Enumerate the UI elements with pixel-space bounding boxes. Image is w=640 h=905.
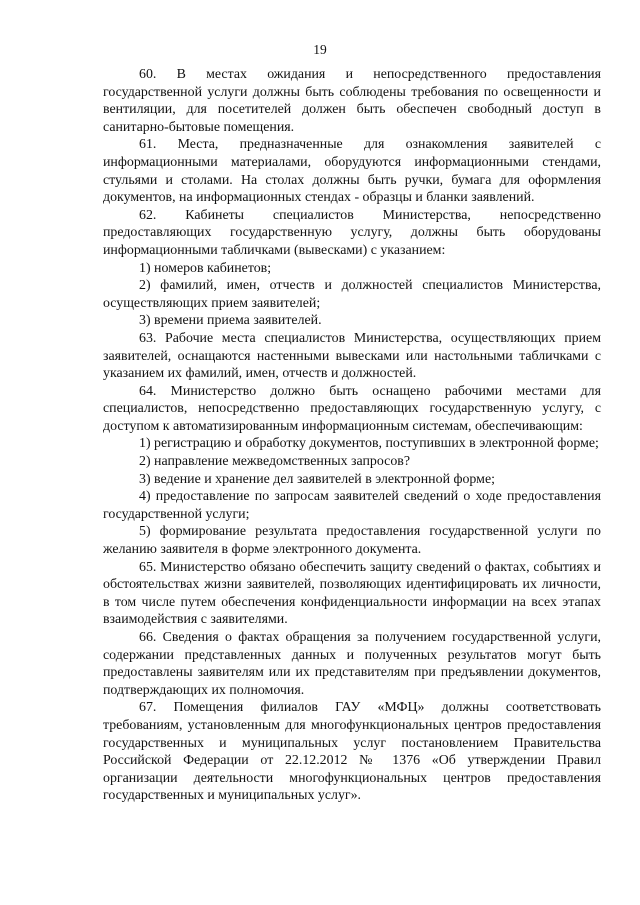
- paragraph-64: 64. Министерство должно быть оснащено рабочими местами для специалистов, непосредственно предоставляющих государственную услугу, с доступом к автоматизированным информационным системам, обеспечивающим:: [103, 383, 601, 434]
- document-body: [103, 66, 601, 805]
- page-number: 19: [313, 42, 327, 57]
- paragraph-67: 67. Помещения филиалов ГАУ «МФЦ» должны соответствовать требованиям, установленным для многофункциональных центров предоставления государственных и муниципальных услуг постановлением Правительства Российской Федерации от 22.12.2012 № 1376 «Об утверждении Правил организации деятельности многофункциональных центров предоставления государственных и муниципальных услуг».: [103, 700, 601, 804]
- paragraph-61: 61. Места, предназначенные для ознакомления заявителей с информационными материалами, оборудуются информационными стендами, стульями и столами. На столах должны быть ручки, бумага для оформления документов, на информационных стендах - образцы и бланки заявлений.: [103, 137, 601, 206]
- list-item: 2) фамилий, имен, отчеств и должностей специалистов Министерства, осуществляющих прием заявителей;: [103, 278, 601, 311]
- list-item: 5) формирование результата предоставления государственной услуги по желанию заявителя в форме электронного документа.: [103, 524, 601, 558]
- paragraph-65: 65. Министерство обязано обеспечить защиту сведений о фактах, событиях и обстоятельствах жизни заявителей, позволяющих идентифицировать их личности, в том числе путем обеспечения конфиденциальности информации на всех этапах взаимодействия с заявителями.: [103, 559, 601, 628]
- paragraph-63: 63. Рабочие места специалистов Министерства, осуществляющих прием заявителей, оснащаются настенными вывесками или настольными табличками с указанием их фамилий, имен, отчеств и должностей.: [103, 330, 601, 382]
- list-item: 3) ведение и хранение дел заявителей в электронной форме;: [139, 471, 495, 487]
- list-item: 4) предоставление по запросам заявителей сведений о ходе предоставления государственной услуги;: [103, 489, 601, 522]
- paragraph-60: 60. В местах ожидания и непосредственного предоставления государственной услуги должны быть соблюдены требования по освещенности и вентиляции, для посетителей должен быть обеспечен свободный доступ в санитарно-бытовые помещения.: [103, 67, 601, 135]
- list-item: 3) времени приема заявителей.: [139, 313, 322, 329]
- list-item: 1) регистрацию и обработку документов, поступивших в электронной форме;: [139, 436, 599, 452]
- list-item: 2) направление межведомственных запросов?: [139, 454, 411, 470]
- list-item: 1) номеров кабинетов;: [139, 260, 272, 276]
- paragraph-62: 62. Кабинеты специалистов Министерства, непосредственно предоставляющих государственную услугу, должны быть оборудованы информационными табличками (вывесками) с указанием:: [103, 207, 601, 258]
- paragraph-66: 66. Сведения о фактах обращения за получением государственной услуги, содержании представленных данных и полученных результатов могут быть предоставлены заявителям или их представителям при предъявлении документов, подтверждающих их полномочия.: [103, 630, 601, 698]
